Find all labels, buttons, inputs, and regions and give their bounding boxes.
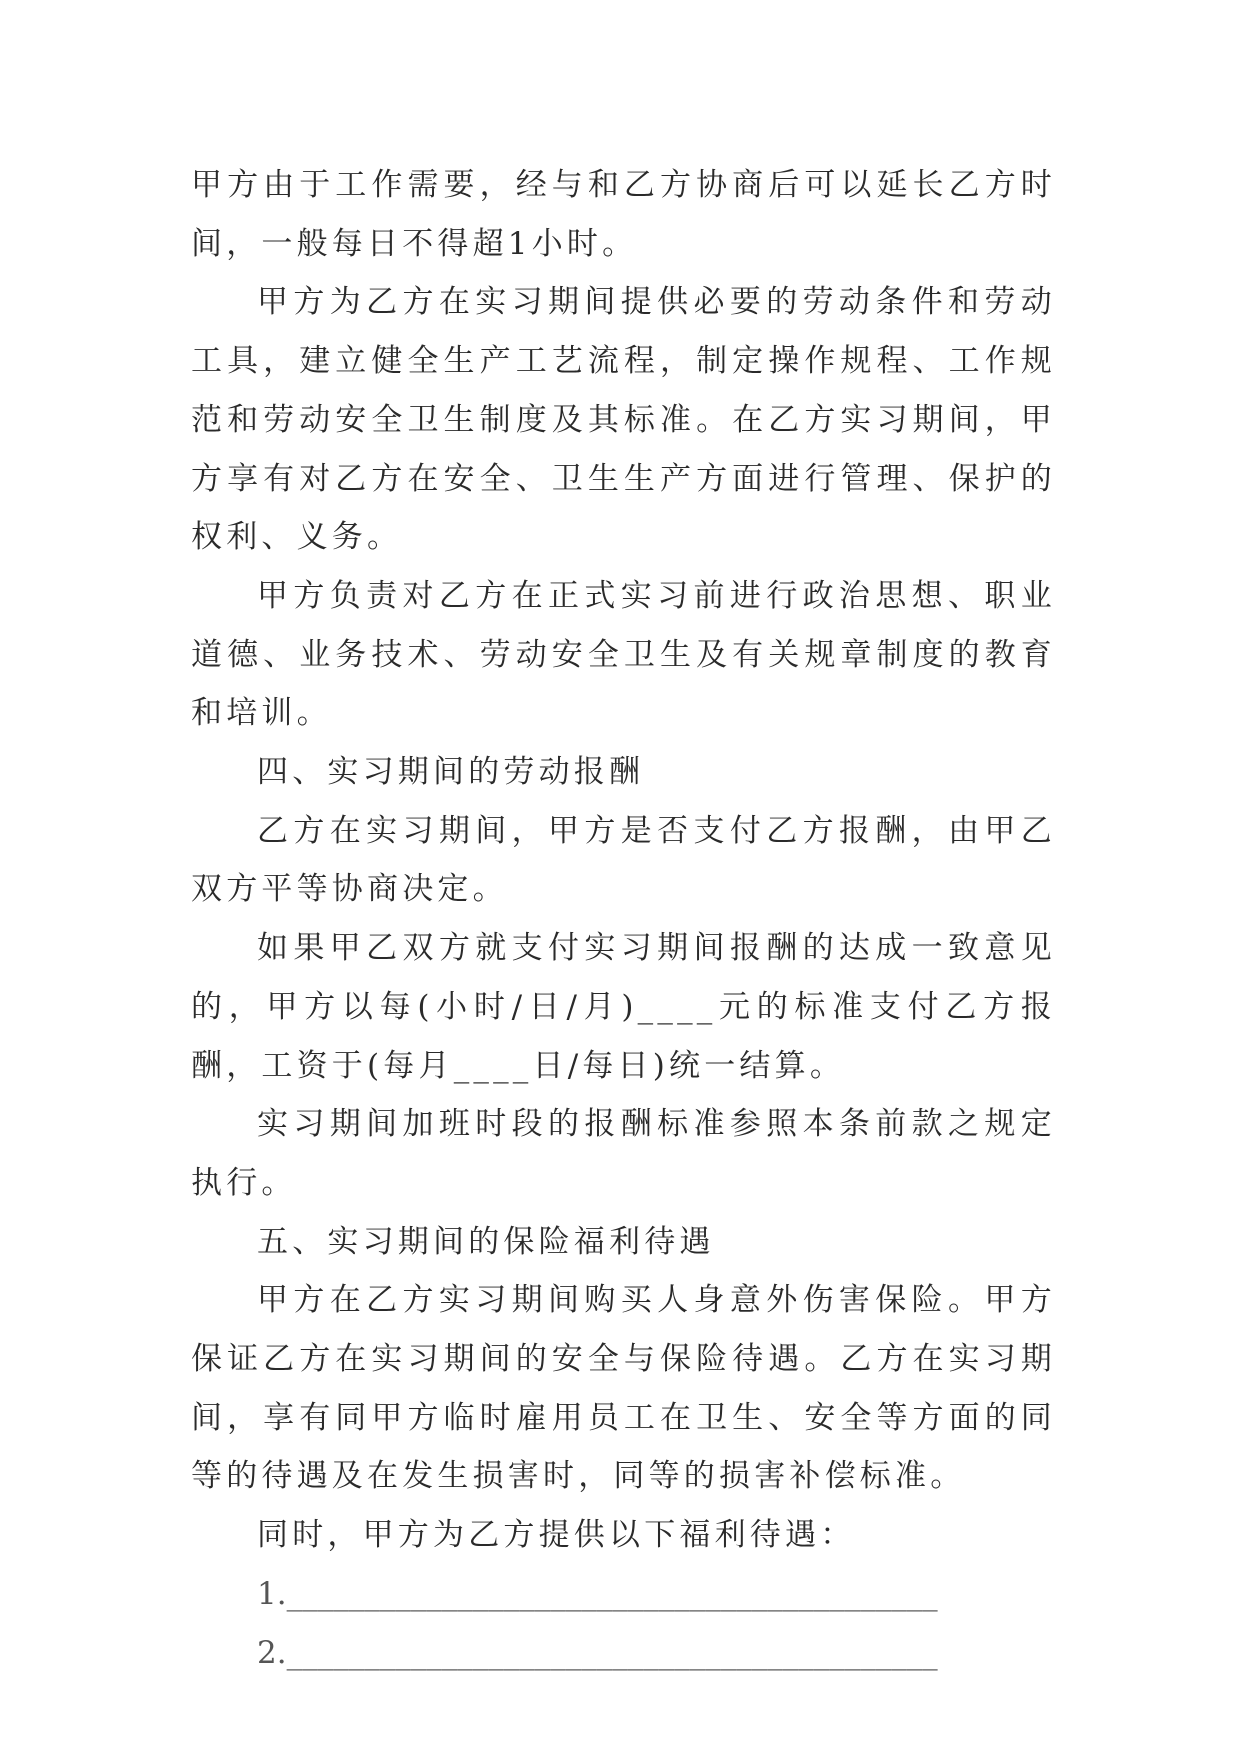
paragraph-remuneration-negotiation: 乙方在实习期间，甲方是否支付乙方报酬，由甲乙双方平等协商决定。 [191, 812, 1056, 908]
benefit-item-2: 2.__________________________________________ [257, 1634, 938, 1671]
paragraph-benefits-intro: 同时，甲方为乙方提供以下福利待遇： [257, 1517, 856, 1554]
benefit-item-1: 1.__________________________________________ [257, 1575, 938, 1612]
paragraph-remuneration-standard: 如果甲乙双方就支付实习期间报酬的达成一致意见的，甲方以每(小时/日/月)____元的标准支付乙方报酬，工资于(每月____日/每日)统一结算。 [191, 930, 1056, 1084]
paragraph-overtime-limit: 甲方由于工作需要，经与和乙方协商后可以延长乙方时间，一般每日不得超1小时。 [191, 167, 1056, 262]
paragraph-training: 甲方负责对乙方在正式实习前进行政治思想、职业道德、业务技术、劳动安全卫生及有关规章制度的教育和培训。 [191, 577, 1056, 732]
paragraph-insurance: 甲方在乙方实习期间购买人身意外伤害保险。甲方保证乙方在实习期间的安全与保险待遇。乙方在实习期间，享有同甲方临时雇用员工在卫生、安全等方面的同等的待遇及在发生损害时，同等的损害补偿标准。 [191, 1282, 1056, 1495]
section-heading-insurance: 五、实习期间的保险福利待遇 [257, 1223, 715, 1260]
paragraph-overtime-pay: 实习期间加班时段的报酬标准参照本条前款之规定执行。 [191, 1106, 1056, 1201]
section-heading-remuneration: 四、实习期间的劳动报酬 [257, 754, 645, 791]
paragraph-working-conditions: 甲方为乙方在实习期间提供必要的劳动条件和劳动工具，建立健全生产工艺流程，制定操作规程、工作规范和劳动安全卫生制度及其标准。在乙方实习期间，甲方享有对乙方在安全、卫生生产方面进行管理、保护的权利、义务。 [191, 284, 1056, 556]
document-body [191, 156, 1056, 1682]
